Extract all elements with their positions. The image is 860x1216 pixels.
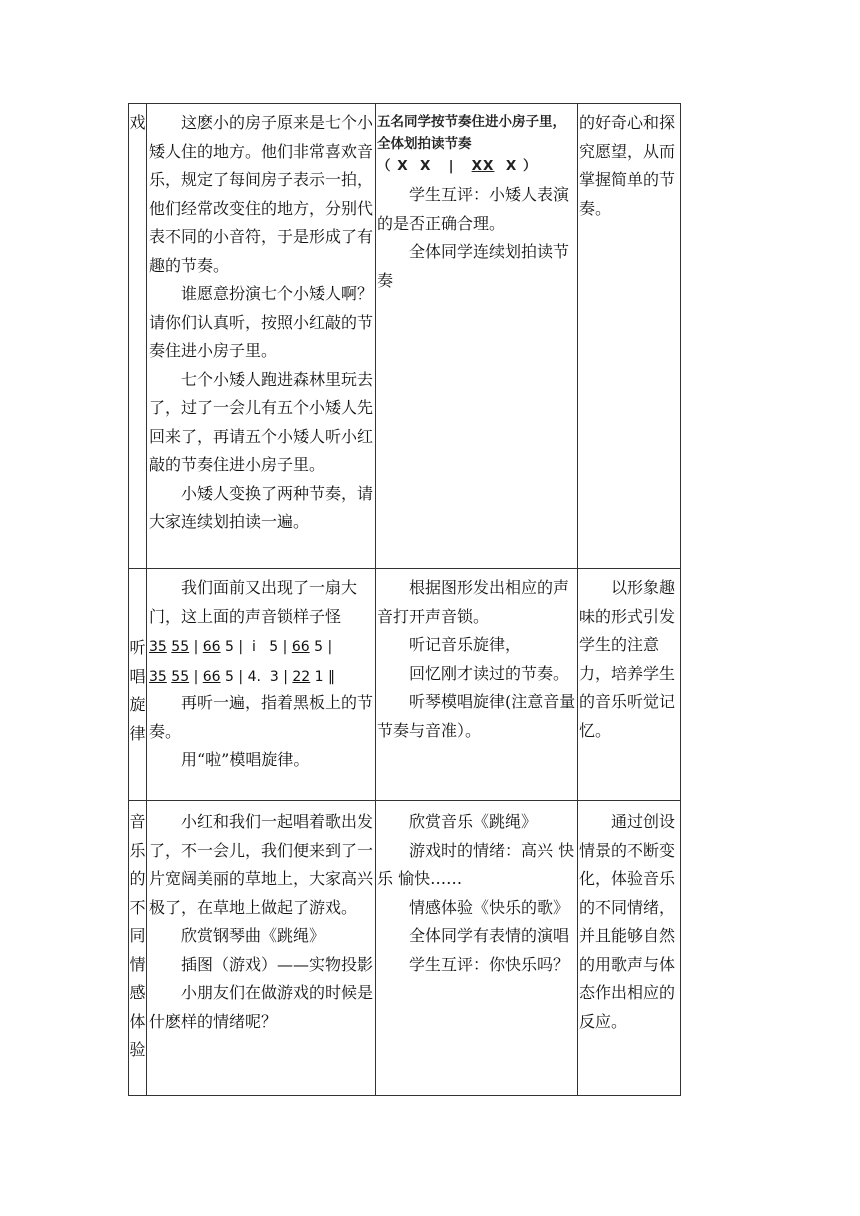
row3-stage: 音 乐 的 不 同 情 感 体 验 bbox=[129, 812, 146, 1059]
row1-stage: 戏 bbox=[129, 113, 146, 132]
teacher-paragraph: 用“啦”模唱旋律。 bbox=[181, 750, 310, 769]
rhythm-instruction-image bbox=[377, 111, 576, 177]
student-paragraph: 欣赏音乐《跳绳》 bbox=[409, 812, 538, 831]
student-paragraph: 学生互评：你快乐吗？ bbox=[409, 954, 570, 974]
teacher-paragraph: 这麽小的房子原来是七个小矮人住的地方。他们非常喜欢音乐，规定了每间房子表示一拍，他们经常改变住的地方，分别代表不同的小音符，于是形成了有趣的节奏。 bbox=[149, 113, 374, 275]
row1-teacher-cell bbox=[149, 109, 374, 567]
teacher-paragraph: 小朋友们在做游戏的时候是什麽样的情绪呢？ bbox=[149, 983, 374, 1031]
student-paragraph: 游戏时的情绪：高兴 快乐 愉快…… bbox=[377, 840, 575, 888]
row-divider-2 bbox=[128, 800, 681, 801]
table-border-right bbox=[680, 103, 681, 1096]
teacher-paragraph: 我们面前又出现了一扇大门，这上面的声音锁样子怪 bbox=[149, 578, 358, 626]
student-paragraph: 情感体验《快乐的歌》 bbox=[409, 897, 570, 917]
rhythm-instruction-text: 五名同学按节奏住进小房子里，全体划拍读节奏 bbox=[377, 114, 566, 152]
student-paragraph: 全体同学有表情的演唱 bbox=[409, 926, 570, 945]
row2-purpose: 以形象趣味的形式引发学生的注意力，培养学生的音乐听觉记忆。 bbox=[579, 578, 676, 740]
notation-line-1: 35 55 | 66 5 | i 5 | 66 5 | bbox=[149, 639, 333, 655]
lesson-plan-table bbox=[128, 103, 681, 1096]
student-paragraph: 回忆刚才读过的节奏。 bbox=[409, 663, 570, 683]
row1-student-cell bbox=[377, 111, 576, 567]
student-paragraph: 根据图形发出相应的声音打开声音锁。 bbox=[377, 578, 570, 626]
row-divider-1 bbox=[128, 568, 681, 569]
teacher-paragraph: 七个小矮人跑进森林里玩去了，过了一会儿有五个小矮人先回来了，再请五个小矮人听小红敲的节奏住进小房子里。 bbox=[149, 369, 374, 474]
student-paragraph: 听记音乐旋律， bbox=[409, 635, 522, 654]
teacher-paragraph: 小矮人变换了两种节奏，请大家连续划拍读一遍。 bbox=[149, 483, 374, 531]
table-border-bottom bbox=[128, 1095, 681, 1096]
col-divider-2 bbox=[375, 103, 376, 1096]
row3-teacher-cell bbox=[149, 808, 374, 1036]
student-paragraph: 学生互评：小矮人表演的是否正确合理。 bbox=[377, 185, 570, 233]
melody-notation bbox=[149, 631, 374, 689]
row2-student-cell bbox=[377, 574, 576, 745]
col-divider-3 bbox=[577, 103, 578, 1096]
table-border-top bbox=[128, 103, 681, 104]
col-divider-1 bbox=[146, 103, 147, 1096]
teacher-paragraph: 欣赏钢琴曲《跳绳》 bbox=[181, 926, 326, 945]
rhythm-pattern: （ X X | XX X ） bbox=[377, 158, 538, 174]
row3-student-cell bbox=[377, 808, 576, 979]
teacher-paragraph: 插图（游戏）——实物投影 bbox=[181, 954, 374, 974]
student-paragraph: 听琴模唱旋律(注意音量节奏与音准）。 bbox=[377, 692, 576, 740]
teacher-paragraph: 谁愿意扮演七个小矮人啊？请你们认真听，按照小红敲的节奏住进小房子里。 bbox=[149, 284, 374, 360]
teacher-paragraph: 再听一遍，指着黑板上的节奏。 bbox=[149, 693, 374, 741]
notation-line-2: 35 55 | 66 5 | 4. 3 | 22 1 ‖ bbox=[149, 669, 336, 685]
teacher-paragraph: 小红和我们一起唱着歌出发了，不一会儿，我们便来到了一片宽阔美丽的草地上，大家高兴极了，在草地上做起了游戏。 bbox=[149, 812, 374, 917]
row2-stage: 听 唱 旋 律 bbox=[129, 638, 146, 743]
student-paragraph: 全体同学连续划拍读节奏 bbox=[377, 242, 570, 290]
row1-purpose: 的好奇心和探究愿望，从而掌握简单的节奏。 bbox=[579, 113, 676, 218]
row3-purpose: 通过创设情景的不断变化，体验音乐的不同情绪，并且能够自然的用歌声与体态作出相应的反应。 bbox=[579, 812, 676, 1031]
row2-teacher-cell bbox=[149, 574, 374, 799]
